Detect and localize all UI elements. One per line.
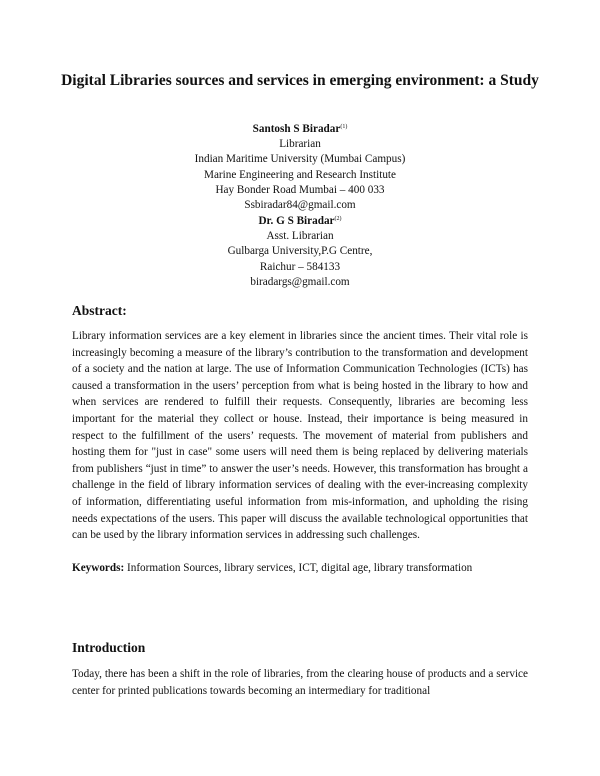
author-affiliation-line: Librarian	[279, 138, 321, 151]
author-affiliation-line: Indian Maritime University (Mumbai Campus)	[194, 153, 406, 166]
author-block-1	[100, 122, 500, 213]
author-marker: (1)	[340, 124, 348, 130]
paper-title: Digital Libraries sources and services in emerging environment: a Study	[61, 72, 539, 89]
keywords-label: Keywords:	[72, 562, 125, 574]
author-affiliation-line: Gulbarga University,P.G Centre,	[227, 245, 373, 258]
author-name: Dr. G S Biradar	[258, 215, 335, 227]
author-affiliation-line: Hay Bonder Road Mumbai – 400 033	[215, 183, 385, 196]
author-email: Ssbiradar84@gmail.com	[244, 199, 356, 212]
keywords-text: Information Sources, library services, ICT, digital age, library transformation	[124, 562, 473, 574]
keywords-line	[72, 560, 528, 576]
abstract-body: Library information services are a key element in libraries since the ancient times. Their vital role is increasingly becoming a measure of the library’s contribution to the transformation and development of a society and the nation at large. The use of Information Communication Technologies (ICTs) has caused a transformation in the users’ perception from what is being hosted in the library to how and when services are rendered to fulfill their requests. Consequently, libraries are becoming less important for the material they collect or house. Instead, their importance is being measured in respect to the fulfillment of the users’ requests. The movement of material from publishers and hosting them for "just in case" some users will need them is being replaced by delivering materials from publishers “just in time” to answer the user’s needs. However, this transformation has brought a challenge in the field of library information services of dealing with the ever-increasing complexity of information, differentiating useful information from mis-information, and upholding the rising needs expectations of the users. This paper will discuss the available technological opportunities that can be used by the library information services in addressing such challenges.	[72, 330, 528, 542]
author-email: biradargs@gmail.com	[250, 275, 350, 288]
abstract-heading: Abstract:	[72, 303, 127, 318]
introduction-body: Today, there has been a shift in the role of libraries, from the clearing house of products and a service center for printed publications towards becoming an intermediary for traditional	[72, 668, 528, 697]
author-affiliation-line: Raichur – 584133	[259, 260, 341, 273]
author-block-2	[100, 214, 500, 290]
author-name-line	[100, 122, 500, 137]
author-name-line	[100, 214, 500, 229]
introduction-heading: Introduction	[72, 640, 146, 655]
author-affiliation-line: Marine Engineering and Research Institute	[204, 168, 396, 181]
author-name: Santosh S Biradar	[252, 123, 341, 135]
author-affiliation-line: Asst. Librarian	[266, 230, 334, 243]
author-marker: (2)	[334, 216, 342, 222]
